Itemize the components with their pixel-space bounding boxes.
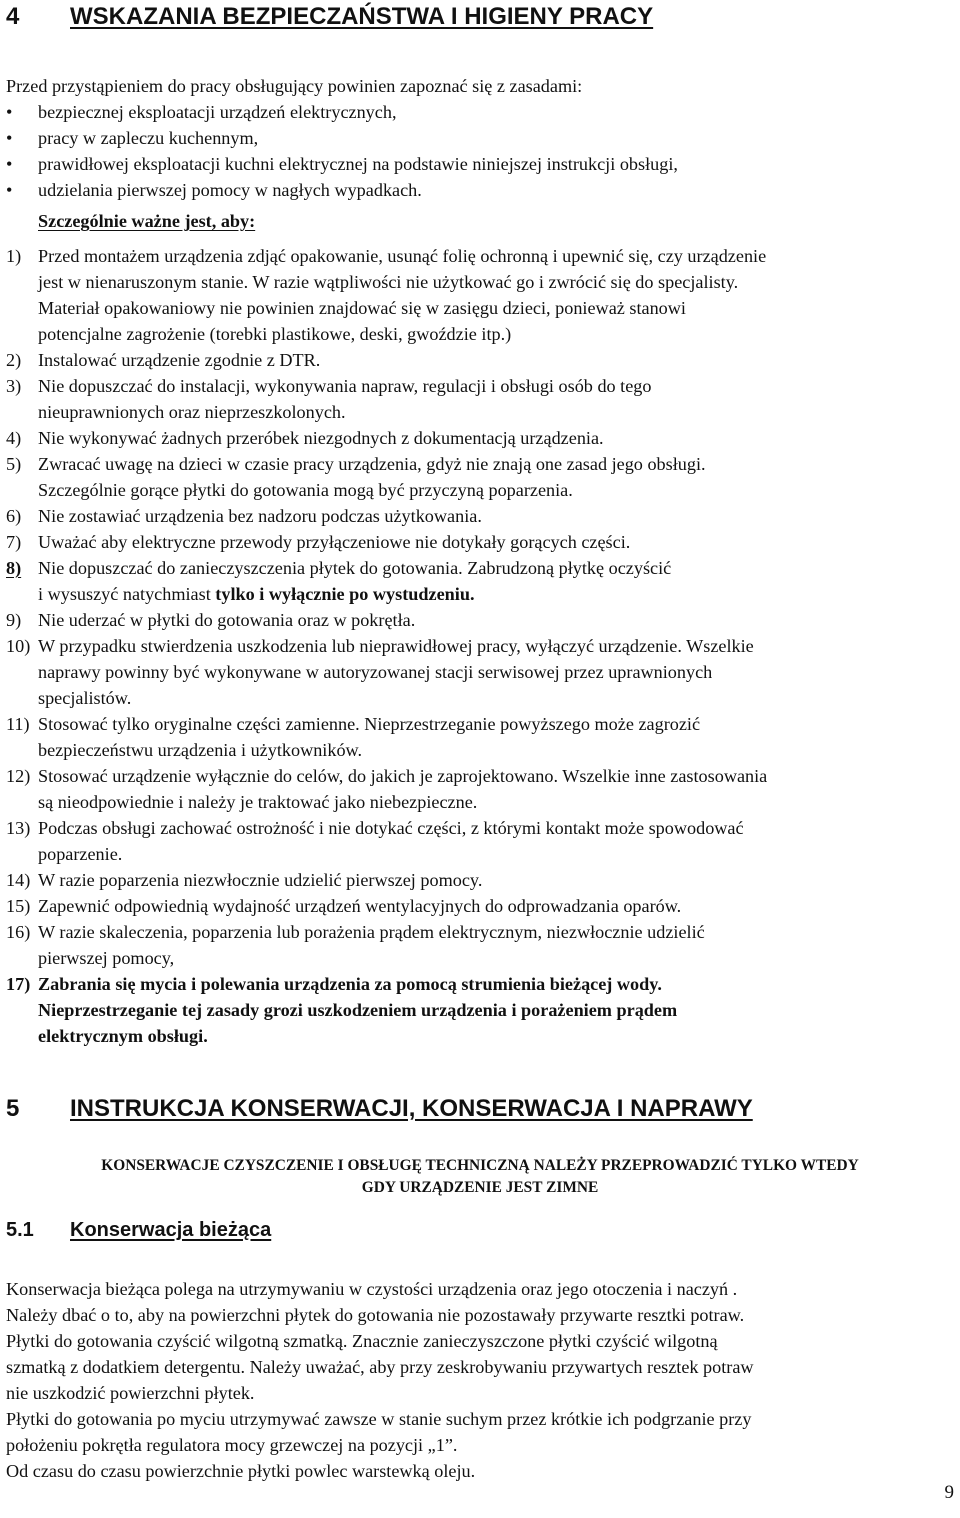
item-line: Materiał opakowaniowy nie powinien znajdować się w zasięgu dzieci, ponieważ stanowi [38,298,686,318]
section-4-title: WSKAZANIA BEZPIECZAŃSTWA I HIGIENY PRACY [70,3,654,30]
maintenance-paragraph [6,1276,956,1484]
page-number: 9 [944,1482,954,1503]
safety-item [6,919,956,971]
paragraph-line: położeniu pokrętła regulatora mocy grzewczej na pozycji „1”. [6,1435,458,1455]
item-line: Zabrania się mycia i polewania urządzenia za pomocą strumienia bieżącej wody. [38,974,662,994]
item-number: 2) [6,350,22,370]
subsection-title: Konserwacja bieżąca [70,1219,272,1241]
item-number: 13) [6,818,31,838]
safety-item [6,971,956,1049]
item-line: Zwracać uwagę na dzieci w czasie pracy urządzenia, gdyż nie znają one zasad jego obsługi. [38,454,706,474]
item-line: nieuprawnionych oraz nieprzeszkolonych. [38,402,346,422]
safety-item [6,893,956,919]
safety-items-list [6,243,956,1049]
paragraph-line: Płytki do gotowania czyścić wilgotną szmatką. Znacznie zanieczyszczone płytki czyścić wilgotną [6,1331,718,1351]
item-line: bezpieczeństwu urządzenia i użytkowników. [38,740,363,760]
item-line: Nie uderzać w płytki do gotowania oraz w pokrętła. [38,610,416,630]
item-line: elektrycznym obsługi. [38,1026,208,1046]
bullet-item: • pracy w zapleczu kuchennym, [6,125,678,151]
item-line: są nieodpowiednie i należy je traktować jako niebezpieczne. [38,792,478,812]
section-4-heading [6,3,653,31]
warning-line: GDY URZĄDZENIE JEST ZIMNE [361,1179,599,1196]
item-number: 4) [6,428,22,448]
item-number: 6) [6,506,22,526]
item-line: jest w nienaruszonym stanie. W razie wątpliwości nie użytkować go i zwrócić się do specjalisty. [38,272,739,292]
item-number: 12) [6,766,31,786]
emphasis-text: tylko i wyłącznie po wystudzeniu. [215,584,475,604]
item-number: 9) [6,610,22,630]
important-heading: Szczególnie ważne jest, aby: [38,211,256,231]
item-line: poparzenie. [38,844,123,864]
item-number: 16) [6,922,31,942]
item-line: Instalować urządzenie zgodnie z DTR. [38,350,321,370]
paragraph-line: nie uszkodzić powierzchni płytek. [6,1383,255,1403]
item-line: naprawy powinny być wykonywane w autoryzowanej stacji serwisowej przez uprawnionych [38,662,713,682]
section-4-number: 4 [6,3,20,30]
paragraph-line: Od czasu do czasu powierzchnie płytki powlec warstewką oleju. [6,1461,476,1481]
item-number: 8) [6,558,22,578]
item-line: Stosować tylko oryginalne części zamienne. Nieprzestrzeganie powyższego może zagrozić [38,714,701,734]
safety-item [6,529,956,555]
item-line: i wysuszyć natychmiast tylko i wyłącznie po wystudzeniu. [38,584,475,604]
intro-text: Przed przystąpieniem do pracy obsługujący powinien zapoznać się z zasadami: [6,76,583,96]
item-number: 5) [6,454,22,474]
item-line: Nie wykonywać żadnych przeróbek niezgodnych z dokumentacją urządzenia. [38,428,604,448]
paragraph-line: szmatką z dodatkiem detergentu. Należy uważać, aby przy zeskrobywaniu przywartych resztek potraw [6,1357,754,1377]
maintenance-warning [6,1155,954,1199]
safety-item [6,555,956,607]
item-number: 14) [6,870,31,890]
item-line: Przed montażem urządzenia zdjąć opakowanie, usunąć folię ochronną i upewnić się, czy urządzenie [38,246,767,266]
item-line: W razie poparzenia niezwłocznie udzielić pierwszej pomocy. [38,870,483,890]
item-line: Nie dopuszczać do zanieczyszczenia płytek do gotowania. Zabrudzoną płytkę oczyścić [38,558,672,578]
safety-item [6,373,956,425]
item-line: Szczególnie gorące płytki do gotowania mogą być przyczyną poparzenia. [38,480,573,500]
item-number: 1) [6,246,22,266]
bullet-item: • bezpiecznej eksploatacji urządzeń elektrycznych, [6,99,678,125]
item-line: pierwszej pomocy, [38,948,175,968]
item-number: 11) [6,714,30,734]
paragraph-line: Konserwacja bieżąca polega na utrzymywaniu w czystości urządzenia oraz jego otoczenia i naczyń . [6,1279,738,1299]
item-line: Nie dopuszczać do instalacji, wykonywania napraw, regulacji i obsługi osób do tego [38,376,652,396]
subsection-number: 5.1 [6,1219,34,1241]
section-5-title: INSTRUKCJA KONSERWACJI, KONSERWACJA I NAPRAWY [70,1095,753,1122]
item-line: Podczas obsługi zachować ostrożność i nie dotykać części, z którymi kontakt może spowodować [38,818,744,838]
item-line: Stosować urządzenie wyłącznie do celów, do jakich je zaprojektowano. Wszelkie inne zastosowania [38,766,768,786]
item-line: Nie zostawiać urządzenia bez nadzoru podczas użytkowania. [38,506,482,526]
item-line: Uważać aby elektryczne przewody przyłączeniowe nie dotykały gorących części. [38,532,631,552]
item-number: 17) [6,974,31,994]
safety-item [6,633,956,711]
item-number: 3) [6,376,22,396]
section-5-heading [6,1095,753,1123]
safety-item [6,243,956,347]
bullet-item: • udzielania pierwszej pomocy w nagłych wypadkach. [6,177,678,203]
safety-item [6,347,956,373]
safety-item [6,503,956,529]
paragraph-line: Należy dbać o to, aby na powierzchni płytek do gotowania nie pozostawały przywarte resztki potraw. [6,1305,745,1325]
bullet-list [6,99,678,203]
subsection-heading [6,1219,271,1242]
safety-item [6,711,956,763]
safety-item [6,425,956,451]
safety-item [6,607,956,633]
item-line: potencjalne zagrożenie (torebki plastikowe, deski, gwoździe itp.) [38,324,512,344]
bullet-item: • prawidłowej eksploatacji kuchni elektrycznej na podstawie niniejszej instrukcji obsługi, [6,151,678,177]
section-5-number: 5 [6,1095,20,1122]
item-number: 7) [6,532,22,552]
item-number: 10) [6,636,31,656]
safety-item [6,815,956,867]
paragraph-line: Płytki do gotowania po myciu utrzymywać zawsze w stanie suchym przez krótkie ich podgrzanie przy [6,1409,752,1429]
safety-item [6,867,956,893]
item-number: 15) [6,896,31,916]
item-line: W przypadku stwierdzenia uszkodzenia lub nieprawidłowej pracy, wyłączyć urządzenie. Wszelkie [38,636,754,656]
item-line: Zapewnić odpowiednią wydajność urządzeń wentylacyjnych do odprowadzania oparów. [38,896,682,916]
warning-line: KONSERWACJE CZYSZCZENIE I OBSŁUGĘ TECHNICZNĄ NALEŻY PRZEPROWADZIĆ TYLKO WTEDY [101,1157,859,1174]
safety-item [6,763,956,815]
item-line: specjalistów. [38,688,132,708]
item-line: W razie skaleczenia, poparzenia lub porażenia prądem elektrycznym, niezwłocznie udzielić [38,922,705,942]
item-line: Nieprzestrzeganie tej zasady grozi uszkodzeniem urządzenia i porażeniem prądem [38,1000,678,1020]
safety-item [6,451,956,503]
